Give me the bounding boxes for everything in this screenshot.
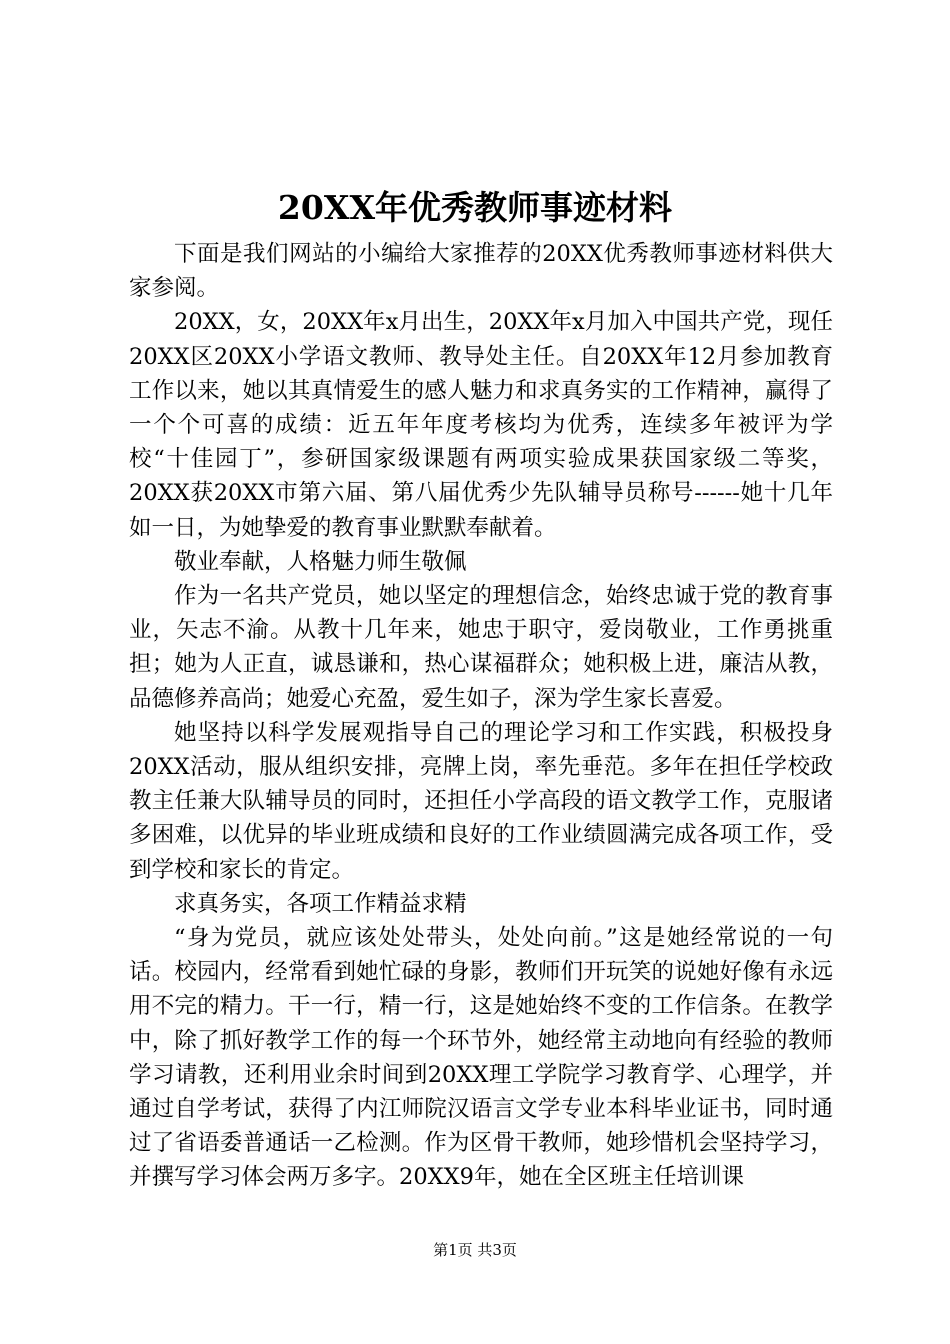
section-heading-dedication: 敬业奉献，人格魅力师生敬佩: [174, 548, 467, 575]
page-footer: 第1页 共3页: [433, 1241, 517, 1259]
document-title: 20XX年优秀教师事迹材料: [277, 188, 673, 227]
document-body: [129, 237, 833, 1195]
paragraph-party-member: 作为一名共产党员，她以坚定的理想信念，始终忠诚于党的教育事业，矢志不渝。从教十几年来，她忠于职守，爱岗敬业，工作勇挑重担；她为人正直，诚恳谦和，热心谋福群众；她积极上进，廉洁从教，品德修养高尚；她爱心充盈，爱生如子，深为学生家长喜爱。: [129, 583, 833, 712]
paragraph-quote: “身为党员，就应该处处带头，处处向前。”这是她经常说的一句话。校园内，经常看到她忙碌的身影，教师们开玩笑的说她好像有永远用不完的精力。干一行，精一行，这是她始终不变的工作信条。在教学中，除了抓好教学工作的每一个环节外，她经常主动地向有经验的教师学习请教，还利用业余时间到20XX理工学院学习教育学、心理学，并通过自学考试，获得了内江师院汉语言文学专业本科毕业证书，同时通过了省语委普通话一乙检测。作为区骨干教师，她珍惜机会坚持学习，并撰写学习体会两万多字。20XX9年，她在全区班主任培训课: [129, 925, 833, 1191]
section-heading-pragmatic: 求真务实，各项工作精益求精: [174, 890, 467, 917]
paragraph-profile: 20XX，女，20XX年x月出生，20XX年x月加入中国共产党，现任20XX区20XX小学语文教师、教导处主任。自20XX年12月参加教育工作以来，她以其真情爱生的感人魅力和求真务实的工作精神，赢得了一个个可喜的成绩：近五年年度考核均为优秀，连续多年被评为学校“十佳园丁”，参研国家级课题有两项实验成果获国家级二等奖，20XX获20XX市第六届、第八届优秀少先队辅导员称号------她十几年如一日，为她挚爱的教育事业默默奉献着。: [129, 309, 833, 541]
paragraph-practice: 她坚持以科学发展观指导自己的理论学习和工作实践，积极投身20XX活动，服从组织安排，亮牌上岗，率先垂范。多年在担任学校政教主任兼大队辅导员的同时，还担任小学高段的语文教学工作，克服诸多困难，以优异的毕业班成绩和良好的工作业绩圆满完成各项工作，受到学校和家长的肯定。: [129, 719, 833, 883]
paragraph-intro: 下面是我们网站的小编给大家推荐的20XX优秀教师事迹材料供大家参阅。: [129, 241, 833, 302]
